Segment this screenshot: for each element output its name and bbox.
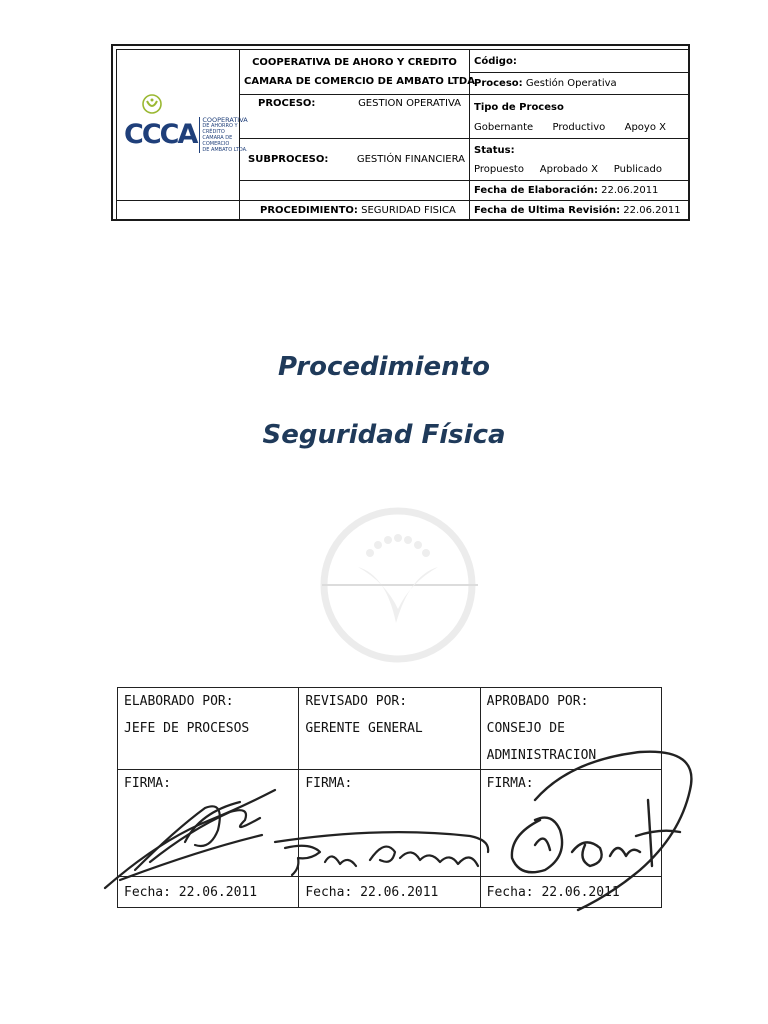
- revisado-cell: [299, 688, 480, 770]
- codigo-cell: [470, 50, 689, 73]
- proceso-right-cell: [470, 73, 689, 95]
- role-name: ADMINISTRACION: [486, 748, 597, 763]
- fecha-value: Fecha: 22.06.2011: [124, 884, 258, 900]
- firma-cell: [480, 770, 661, 877]
- fecha-cell: [480, 877, 661, 908]
- procedimiento-cell: [240, 201, 470, 221]
- firma-cell: [118, 770, 299, 877]
- cooperative-logo-icon: [141, 93, 163, 117]
- document-subtitle: Seguridad Física: [262, 420, 506, 450]
- tipo-proceso-cell: [470, 95, 689, 139]
- logo-text: CCCA: [124, 119, 197, 150]
- status-label: Status:: [474, 145, 515, 156]
- org-line: CAMARA DE COMERCIO DE AMBATO LTDA: [244, 76, 475, 87]
- firma-label: FIRMA:: [305, 776, 353, 791]
- role-label: ELABORADO POR:: [124, 694, 234, 709]
- document-title: Procedimiento: [278, 352, 490, 382]
- fecha-value: Fecha: 22.06.2011: [486, 884, 620, 900]
- organization-name: [240, 50, 475, 95]
- blank-cell: [240, 181, 470, 201]
- logo-bottom-cell: [117, 201, 240, 221]
- fecha-revision-label: Fecha de Ultima Revisión:: [474, 205, 621, 216]
- approval-table: [117, 687, 662, 908]
- logo-sub-line: DE AHORRO Y CRÉDITO: [202, 123, 238, 135]
- fecha-revision-value: 22.06.2011: [623, 205, 681, 216]
- document-header: [111, 44, 690, 221]
- procedimiento-value: SEGURIDAD FISICA: [361, 205, 456, 216]
- role-name: JEFE DE PROCESOS: [124, 721, 250, 736]
- status-option: Publicado: [613, 164, 662, 175]
- proceso-label: PROCESO:: [258, 98, 316, 109]
- role-name: GERENTE GENERAL: [305, 721, 423, 736]
- logo-sub-line: CAMARA DE COMERCIO: [202, 135, 233, 147]
- tipo-proceso-label: Tipo de Proceso: [474, 102, 564, 113]
- status-option: Propuesto: [474, 164, 524, 175]
- proceso-value: GESTION OPERATIVA: [358, 98, 461, 109]
- role-name: CONSEJO DE: [486, 721, 565, 736]
- tipo-option: Gobernante: [474, 122, 534, 133]
- org-line: COOPERATIVA DE AHORO Y CREDITO: [252, 57, 457, 68]
- fecha-elaboracion-label: Fecha de Elaboración:: [474, 185, 598, 196]
- procedimiento-label: PROCEDIMIENTO:: [260, 205, 358, 216]
- firma-label: FIRMA:: [124, 776, 171, 791]
- tipo-option: Productivo: [552, 122, 606, 133]
- header-table: [116, 49, 689, 221]
- proceso-cell: [240, 95, 470, 139]
- codigo-label: Código:: [474, 55, 517, 67]
- fecha-cell: [118, 877, 299, 908]
- status-cell: [470, 139, 689, 181]
- role-label: APROBADO POR:: [486, 694, 589, 709]
- tipo-option: Apoyo X: [624, 122, 666, 133]
- subproceso-label: SUBPROCESO:: [248, 154, 329, 165]
- subproceso-value: GESTIÓN FINANCIERA: [356, 154, 465, 165]
- logo-subtitle: [199, 117, 250, 153]
- aprobado-cell: [480, 688, 661, 770]
- elaborado-cell: [118, 688, 299, 770]
- logo-cell: [117, 50, 248, 201]
- fecha-elaboracion-value: 22.06.2011: [601, 185, 659, 196]
- fecha-cell: [299, 877, 480, 908]
- proceso-right-value: Gestión Operativa: [525, 78, 617, 89]
- status-option: Aprobado X: [539, 164, 598, 175]
- firma-cell: [299, 770, 480, 877]
- proceso-right-label: Proceso:: [474, 78, 523, 89]
- fecha-value: Fecha: 22.06.2011: [305, 884, 439, 900]
- logo-sub-line: COOPERATIVA: [202, 116, 248, 124]
- firma-label: FIRMA:: [486, 776, 534, 791]
- fecha-revision-cell: [470, 201, 689, 221]
- fecha-elaboracion-cell: [470, 181, 689, 201]
- role-label: REVISADO POR:: [305, 694, 408, 709]
- watermark-logo-icon: [318, 505, 478, 665]
- subproceso-cell: [240, 139, 470, 181]
- logo-sub-line: DE AMBATO LTDA.: [202, 147, 248, 153]
